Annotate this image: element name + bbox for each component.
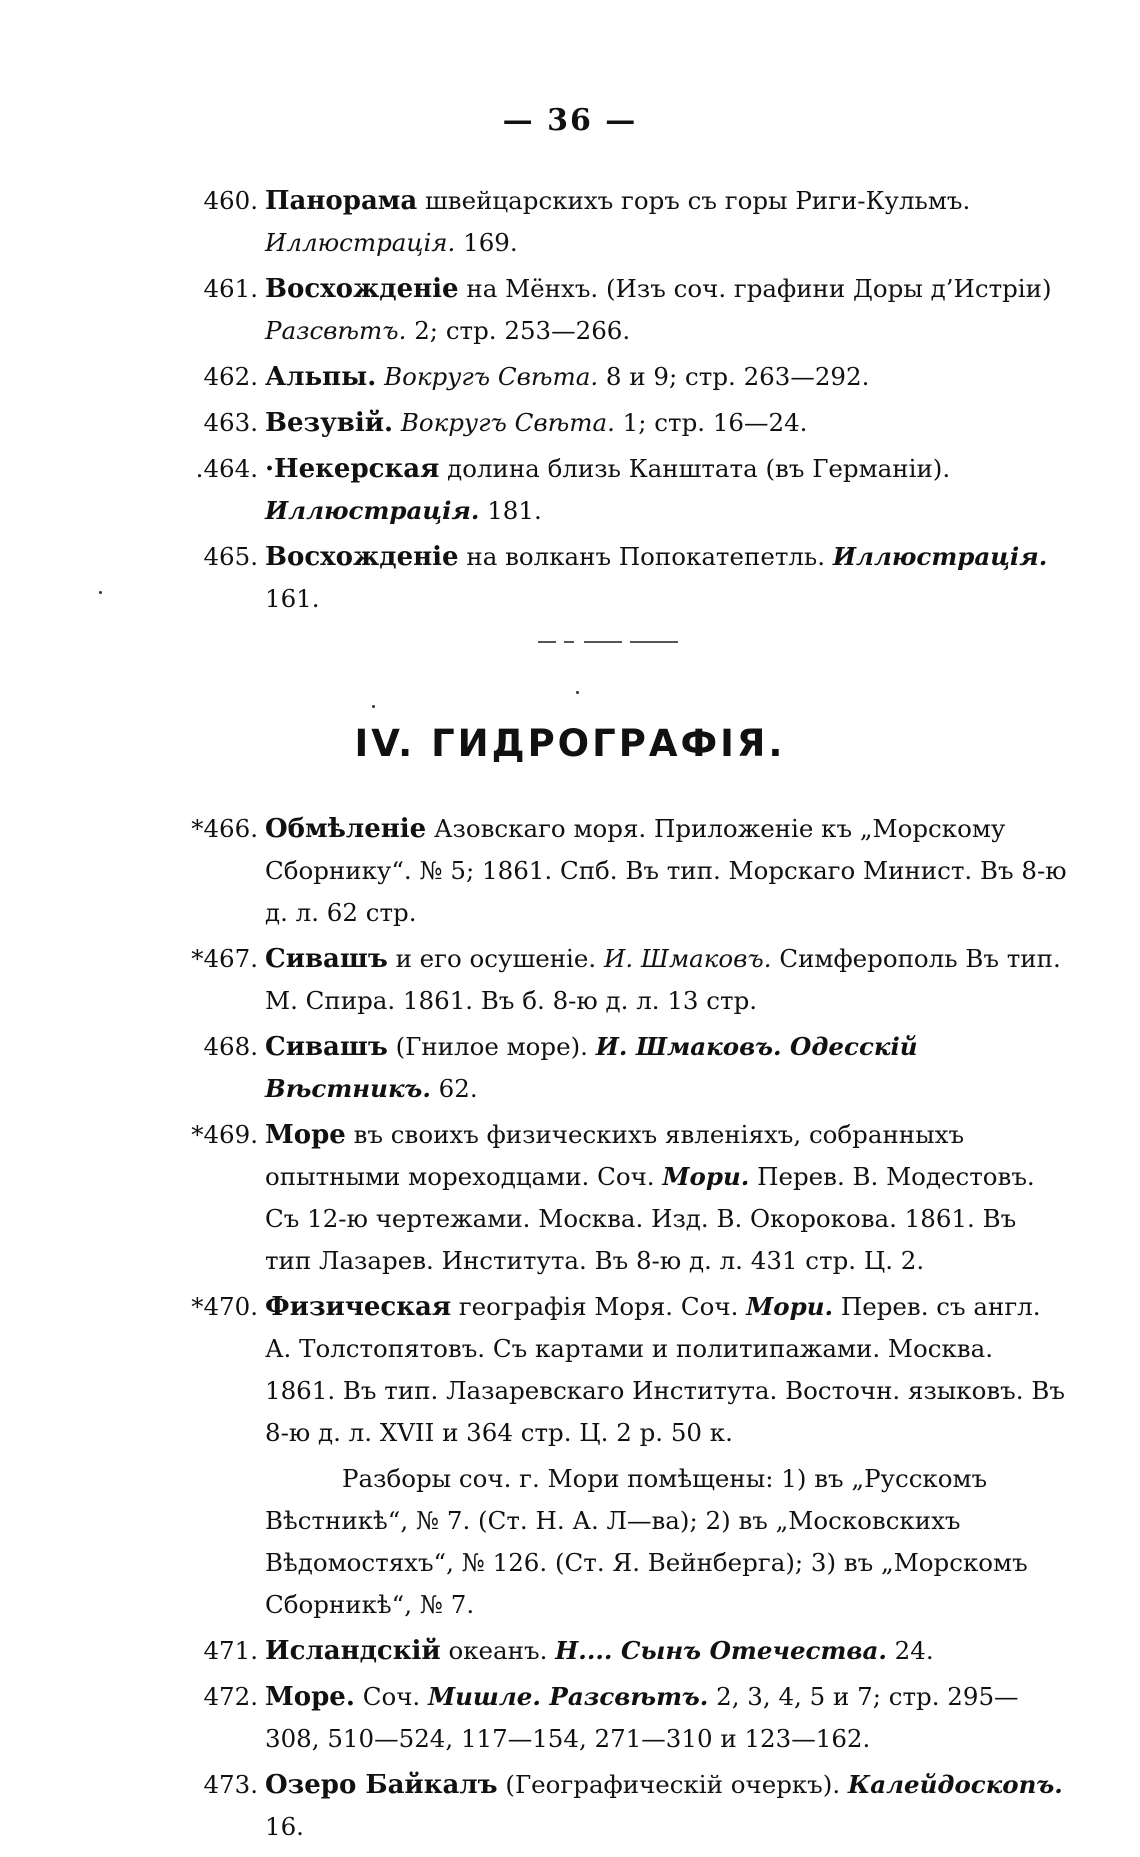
- entry-heading: Альпы.: [265, 362, 377, 392]
- section-divider: [538, 641, 678, 645]
- entry-text: Разборы соч. г. Мори помѣщены: 1) въ „Русскомъ Вѣстникѣ“, № 7. (Ст.: [265, 1464, 988, 1535]
- entry-number: 463.: [203, 408, 258, 437]
- entry-text: 161.: [265, 584, 320, 613]
- entry-text: Перев. съ англ. А. Толстопятовъ. Съ картами и политипажами. Москва. 1861. Въ тип. Лазаревскаго Института. Восточн. языковъ. Въ 8-ю д. л. XVII и 364 стр. Ц. 2 р. 50 к.: [265, 1292, 1065, 1447]
- entry-text: [393, 408, 401, 437]
- entry-number: 461.: [203, 274, 258, 303]
- entry-heading: Сивашъ: [265, 944, 388, 974]
- entry-text: 16.: [265, 1812, 304, 1841]
- entry-heading: Озеро Байкалъ: [265, 1770, 498, 1800]
- bibliography-entry: [163, 1630, 1068, 1672]
- entry-heading: ·Некерская: [265, 454, 440, 484]
- divider-dash: [630, 641, 678, 643]
- section-title: IV. ГИДРОГРАФІЯ.: [354, 722, 786, 765]
- bibliography-entry: [163, 402, 1068, 444]
- entry-heading: Исландскій: [265, 1636, 441, 1666]
- divider-dash: [538, 641, 556, 643]
- entry-heading: Восхожденіе: [265, 542, 459, 572]
- entry-number: 468.: [203, 1032, 258, 1061]
- entry-source: Иллюстрація.: [265, 228, 456, 257]
- print-speck: [576, 691, 579, 694]
- entry-text: швейцарскихъ горъ съ горы Риги-Кульмъ.: [417, 186, 971, 215]
- bibliography-entry: [163, 356, 1068, 398]
- entry-text: 1; стр. 16—24.: [614, 408, 808, 437]
- entry-number: *467.: [191, 944, 258, 973]
- bibliography-entry: [163, 808, 1068, 934]
- entry-text: 24.: [886, 1636, 934, 1665]
- print-speck: [99, 591, 102, 594]
- entry-source: Мори.: [662, 1162, 750, 1191]
- bibliography-entry: [163, 1026, 1068, 1110]
- entry-text: Симферополь Въ тип. М. Спира. 1861. Въ б. 8-ю д. л. 13 стр.: [265, 944, 1061, 1015]
- entry-source: Калейдоскопъ.: [847, 1770, 1063, 1799]
- entry-text: Азовскаго моря. Приложеніе къ „Морскому Сборнику“. № 5; 1861. Спб. Въ тип. Морскаго Минист. Въ 8-ю д. л. 62 стр.: [265, 814, 1067, 927]
- entry-text: Перев. В. Модестовъ. Съ 12-ю чертежами. Москва. Изд. В. Окорокова. 1861. Въ тип Лазарев. Института. Въ 8-ю д. л. 431 стр. Ц. 2.: [265, 1162, 1035, 1275]
- entry-heading: Обмѣленіе: [265, 814, 427, 844]
- bibliography-entry: [163, 448, 1068, 532]
- entry-number: 462.: [203, 362, 258, 391]
- entry-text: 62.: [430, 1074, 478, 1103]
- entry-number: 473.: [203, 1770, 258, 1799]
- entry-number: 472.: [203, 1682, 258, 1711]
- entry-text: географія Моря. Соч.: [451, 1292, 747, 1321]
- entry-number: 471.: [203, 1636, 258, 1665]
- entry-number: 460.: [203, 186, 258, 215]
- divider-dash: [564, 641, 574, 643]
- entry-text: 8 и 9; стр. 263—292.: [598, 362, 870, 391]
- entry-text: и его осушеніе.: [387, 944, 604, 973]
- entries-block-landforms: [163, 180, 1068, 624]
- entry-text: Соч.: [354, 1682, 428, 1711]
- entry-text: въ своихъ физическихъ явленіяхъ, собранныхъ опытными мореходцами. Соч.: [265, 1120, 965, 1191]
- divider-dash: [584, 641, 622, 643]
- entry-source: Я. Вейнберга: [612, 1548, 786, 1577]
- bibliography-entry: [163, 180, 1068, 264]
- entry-note: [265, 1458, 1068, 1626]
- entry-source: И. Шмаковъ. Одесскій Вѣстникъ.: [265, 1032, 918, 1103]
- entry-source: Иллюстрація.: [265, 496, 480, 525]
- entry-heading: Физическая: [265, 1292, 452, 1322]
- entry-heading: Везувій.: [265, 408, 394, 438]
- entry-source: Разсвѣтъ.: [265, 316, 407, 345]
- page-number: — 36 —: [502, 103, 638, 138]
- entries-block-hydrography: [163, 808, 1068, 1852]
- entry-source: Вокругъ Свѣта.: [400, 408, 615, 437]
- entry-source: Вокругъ Свѣта.: [384, 362, 599, 391]
- entry-heading: Восхожденіе: [265, 274, 459, 304]
- entry-text: 169.: [455, 228, 518, 257]
- entry-text: на Мёнхъ. (Изъ соч. графини Доры д’Истріи): [458, 274, 1052, 303]
- entry-heading: Море.: [265, 1682, 355, 1712]
- entry-source: И. Шмаковъ.: [603, 944, 772, 973]
- entry-number: *470.: [191, 1292, 258, 1321]
- entry-source: Мишле. Разсвѣтъ.: [427, 1682, 709, 1711]
- entry-text: [376, 362, 384, 391]
- print-speck: [372, 705, 375, 708]
- entry-number: 465.: [203, 542, 258, 571]
- entry-text: на волканъ Попокатепетль.: [458, 542, 833, 571]
- entry-heading: Море: [265, 1120, 346, 1150]
- entry-text: (Гнилое море).: [387, 1032, 596, 1061]
- bibliography-entry: [163, 1764, 1068, 1848]
- entry-text: долина близь Канштата (въ Германіи).: [439, 454, 951, 483]
- entry-number: *466.: [191, 814, 258, 843]
- bibliography-entry: [163, 536, 1068, 620]
- entry-heading: Сивашъ: [265, 1032, 388, 1062]
- entry-source: Н.... Сынъ Отечества.: [555, 1636, 887, 1665]
- entry-source: Иллюстрація.: [832, 542, 1048, 571]
- entry-source: Н. А. Л—ва: [535, 1506, 680, 1535]
- entry-text: 181.: [479, 496, 542, 525]
- entry-source: Мори.: [746, 1292, 834, 1321]
- bibliography-entry: [163, 1114, 1068, 1282]
- entry-text: ); 2) въ „Московскихъ Вѣдомостяхъ“, № 126. (Ст.: [265, 1506, 961, 1577]
- entry-text: ); 3) въ „Морскомъ Сборникѣ“, № 7.: [265, 1548, 1028, 1619]
- entry-heading: Панорама: [265, 186, 418, 216]
- entry-text: 2, 3, 4, 5 и 7; стр. 295—308, 510—524, 117—154, 271—310 и 123—162.: [265, 1682, 1019, 1753]
- entry-number: *469.: [191, 1120, 258, 1149]
- bibliography-entry: [163, 938, 1068, 1022]
- bibliography-entry: [163, 268, 1068, 352]
- entry-text: океанъ.: [440, 1636, 556, 1665]
- entry-text: (Географическій очеркъ).: [497, 1770, 848, 1799]
- bibliography-entry: [163, 1676, 1068, 1760]
- bibliography-entry: [163, 1286, 1068, 1454]
- entry-text: 2; стр. 253—266.: [406, 316, 631, 345]
- entry-number: .464.: [195, 454, 258, 483]
